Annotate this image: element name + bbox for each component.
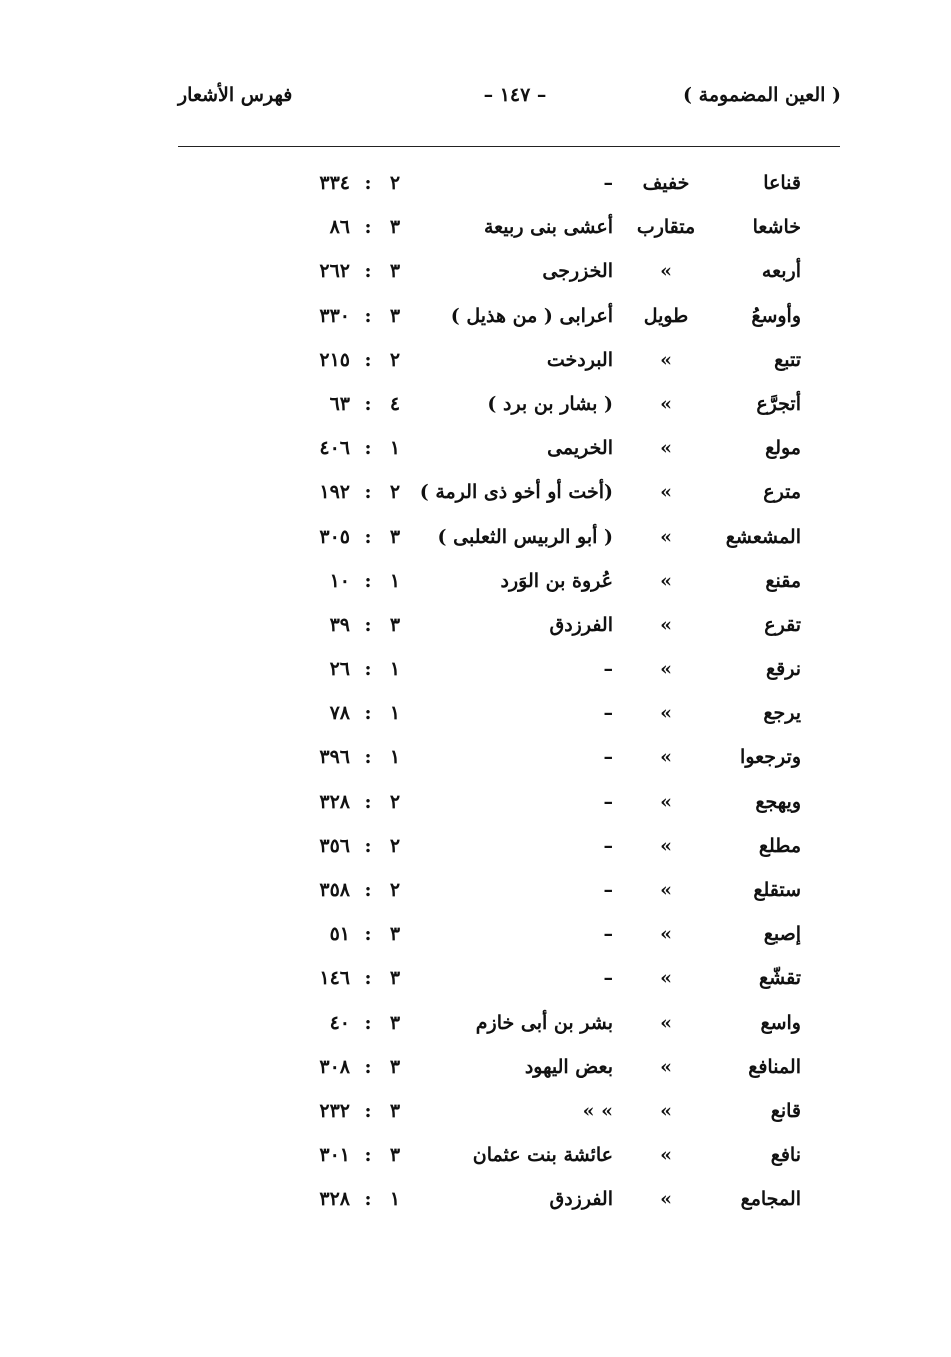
table-row [0, 873, 951, 917]
volume-number: ٣ [389, 613, 401, 636]
page-reference: ١٠ [329, 569, 350, 592]
page-number: – ١٤٧ – [483, 84, 547, 106]
header-rule [178, 146, 840, 147]
volume-number: ٢ [389, 879, 401, 901]
page-reference: ٢٦٢ [319, 260, 350, 283]
meter: » [660, 1055, 672, 1078]
ref-separator: : [364, 348, 372, 371]
page-reference: ٣٩٦ [319, 746, 350, 769]
ref-separator: : [364, 879, 372, 901]
rhyme-word: المشعشع [725, 525, 801, 548]
volume-number: ٢ [389, 481, 401, 504]
page-reference: ٣٥٨ [319, 879, 350, 901]
page-reference: ٨٦ [329, 216, 350, 239]
ref-separator: : [364, 967, 372, 990]
volume-number: ٢ [389, 348, 401, 371]
ref-separator: : [364, 392, 372, 415]
index-table [0, 166, 951, 1227]
table-row [0, 254, 951, 298]
table-row [0, 166, 951, 210]
index-title: فهرس الأشعار [178, 84, 293, 106]
meter: » [660, 1144, 672, 1167]
ref-separator: : [364, 172, 372, 194]
ref-separator: : [364, 260, 372, 283]
meter: » [660, 613, 672, 636]
table-row [0, 740, 951, 784]
meter: » [660, 569, 672, 592]
volume-number: ١ [389, 746, 401, 769]
table-row [0, 961, 951, 1005]
table-row [0, 696, 951, 740]
table-row [0, 564, 951, 608]
poet: » » [582, 1099, 613, 1122]
rhyme-word: ستقلع [753, 879, 801, 901]
rhyme-word: تتبع [774, 348, 801, 371]
poet: ( بشار بن برد ) [487, 392, 613, 415]
meter: » [660, 834, 672, 857]
meter: متقارب [636, 216, 696, 239]
table-row [0, 1006, 951, 1050]
rhyme-word: مترع [763, 481, 801, 504]
ref-separator: : [364, 1055, 372, 1078]
rhyme-word: يرجع [763, 702, 801, 725]
rhyme-word: واسع [760, 1011, 801, 1034]
poet: أعرابى ( من هذيل ) [450, 304, 613, 327]
table-row [0, 785, 951, 829]
poet: الفرزدق [549, 1188, 613, 1211]
table-row [0, 652, 951, 696]
table-row [0, 829, 951, 873]
page-reference: ١٤٦ [319, 967, 350, 990]
volume-number: ١ [389, 658, 401, 681]
table-row [0, 1050, 951, 1094]
rhyme-word: وترجعوا [740, 746, 801, 769]
volume-number: ١ [389, 1188, 401, 1211]
page-reference: ٢٦ [329, 658, 350, 681]
poet: أعشى بنى ربيعة [483, 216, 613, 239]
ref-separator: : [364, 923, 372, 946]
rhyme-word: المجامع [740, 1188, 801, 1211]
ref-separator: : [364, 304, 372, 327]
poet: – [603, 746, 613, 769]
meter: » [660, 437, 672, 460]
volume-number: ٣ [389, 1055, 401, 1078]
page-reference: ٣٢٨ [319, 1188, 350, 1211]
meter: خفيف [642, 172, 690, 194]
volume-number: ٣ [389, 216, 401, 239]
poet: – [603, 658, 613, 681]
rhyme-word: قناعا [763, 172, 801, 194]
meter: » [660, 879, 672, 901]
rhyme-word: وأوسعُ [751, 304, 801, 327]
volume-number: ٢ [389, 790, 401, 813]
poet: – [603, 923, 613, 946]
section-title: ( العين المضمومة ) [683, 84, 841, 106]
ref-separator: : [364, 834, 372, 857]
poet: – [603, 879, 613, 901]
table-row [0, 210, 951, 254]
volume-number: ٣ [389, 967, 401, 990]
meter: » [660, 1011, 672, 1034]
meter: » [660, 967, 672, 990]
volume-number: ٣ [389, 1144, 401, 1167]
table-row [0, 917, 951, 961]
table-row [0, 608, 951, 652]
volume-number: ٣ [389, 1099, 401, 1122]
rhyme-word: قانع [770, 1099, 801, 1122]
poet: الخزرجى [542, 260, 613, 283]
volume-number: ١ [389, 702, 401, 725]
ref-separator: : [364, 1188, 372, 1211]
meter: » [660, 790, 672, 813]
page-reference: ٦٣ [329, 392, 350, 415]
ref-separator: : [364, 437, 372, 460]
table-row [0, 475, 951, 519]
volume-number: ٣ [389, 304, 401, 327]
poet: – [603, 790, 613, 813]
meter: » [660, 746, 672, 769]
poet: بشر بن أبى خازم [475, 1011, 613, 1034]
table-row [0, 343, 951, 387]
poet: الفرزدق [549, 613, 613, 636]
page-reference: ٤٠ [329, 1011, 350, 1034]
page-reference: ٣٠١ [319, 1144, 350, 1167]
rhyme-word: مولع [765, 437, 801, 460]
meter: » [660, 923, 672, 946]
poet: ( أبو الربيس الثعلبى ) [437, 525, 613, 548]
volume-number: ٢ [389, 172, 401, 194]
rhyme-word: تقشّع [759, 967, 801, 990]
table-row [0, 520, 951, 564]
rhyme-word: مطلع [758, 834, 801, 857]
rhyme-word: ويهجع [755, 790, 801, 813]
poet: – [603, 967, 613, 990]
meter: » [660, 525, 672, 548]
page-reference: ٤٠٦ [319, 437, 350, 460]
meter: طويل [643, 304, 689, 327]
table-row [0, 1182, 951, 1226]
ref-separator: : [364, 702, 372, 725]
poet: – [603, 702, 613, 725]
page-reference: ٥١ [329, 923, 350, 946]
poet: عُروة بن الوَرد [500, 569, 613, 592]
page-reference: ٣٣٤ [319, 172, 350, 194]
ref-separator: : [364, 569, 372, 592]
poet: – [603, 172, 613, 194]
rhyme-word: أتجرَّع [756, 392, 801, 415]
meter: » [660, 392, 672, 415]
meter: » [660, 348, 672, 371]
ref-separator: : [364, 746, 372, 769]
ref-separator: : [364, 1011, 372, 1034]
poet: عائشة بنت عثمان [472, 1144, 613, 1167]
volume-number: ٣ [389, 260, 401, 283]
poet: – [603, 834, 613, 857]
volume-number: ١ [389, 437, 401, 460]
table-row [0, 387, 951, 431]
volume-number: ٣ [389, 923, 401, 946]
ref-separator: : [364, 481, 372, 504]
rhyme-word: إصبع [763, 923, 801, 946]
meter: » [660, 260, 672, 283]
meter: » [660, 702, 672, 725]
meter: » [660, 1188, 672, 1211]
table-row [0, 431, 951, 475]
page-reference: ٣٠٥ [319, 525, 350, 548]
rhyme-word: أربعه [761, 260, 801, 283]
ref-separator: : [364, 216, 372, 239]
rhyme-word: نافع [770, 1144, 801, 1167]
meter: » [660, 481, 672, 504]
page-reference: ٣٢٨ [319, 790, 350, 813]
rhyme-word: تقرع [764, 613, 801, 636]
volume-number: ١ [389, 569, 401, 592]
volume-number: ٢ [389, 834, 401, 857]
table-row [0, 1094, 951, 1138]
page-header [0, 80, 951, 124]
poet: بعض اليهود [524, 1055, 613, 1078]
volume-number: ٣ [389, 525, 401, 548]
page-reference: ١٩٢ [319, 481, 350, 504]
table-row [0, 1138, 951, 1182]
poet: (أخت أو أخو ذى الرمة ) [419, 481, 613, 504]
meter: » [660, 1099, 672, 1122]
table-row [0, 299, 951, 343]
ref-separator: : [364, 790, 372, 813]
page-reference: ٢٣٢ [319, 1099, 350, 1122]
page-reference: ٣٩ [329, 613, 350, 636]
ref-separator: : [364, 1144, 372, 1167]
page-reference: ٢١٥ [319, 348, 350, 371]
meter: » [660, 658, 672, 681]
poet: البردخت [546, 348, 613, 371]
rhyme-word: خاشعا [752, 216, 801, 239]
volume-number: ٤ [389, 392, 401, 415]
page-reference: ٣٠٨ [319, 1055, 350, 1078]
ref-separator: : [364, 613, 372, 636]
poet: الخريمى [547, 437, 613, 460]
rhyme-word: مقنع [765, 569, 801, 592]
page-reference: ٧٨ [329, 702, 350, 725]
rhyme-word: نرقع [766, 658, 801, 681]
ref-separator: : [364, 658, 372, 681]
ref-separator: : [364, 1099, 372, 1122]
page-reference: ٣٥٦ [319, 834, 350, 857]
ref-separator: : [364, 525, 372, 548]
volume-number: ٣ [389, 1011, 401, 1034]
page-reference: ٣٣٠ [319, 304, 350, 327]
rhyme-word: المنافع [748, 1055, 801, 1078]
